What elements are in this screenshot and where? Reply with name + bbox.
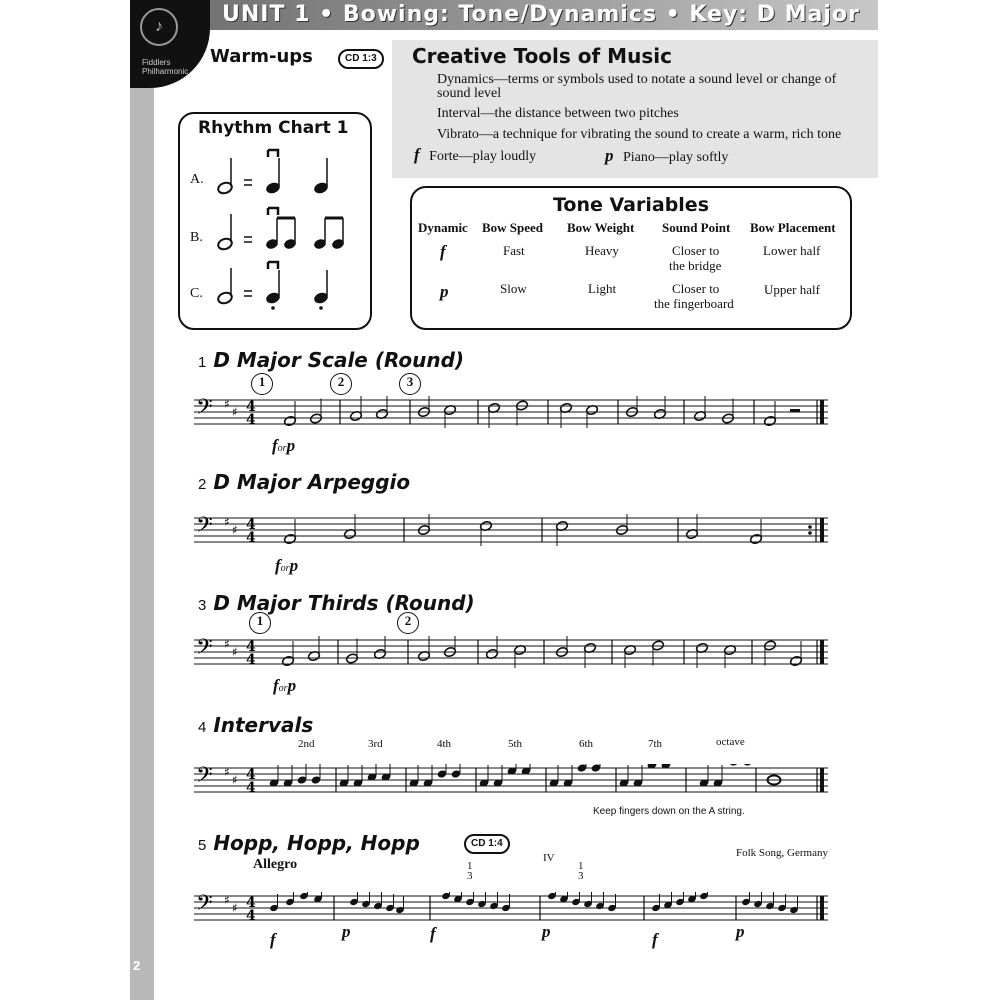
bass-clef-icon: 𝄢	[196, 636, 213, 665]
quarter-note	[729, 764, 740, 767]
time-signature: 4	[246, 767, 256, 783]
dynamics-definition: Dynamics—terms or symbols used to notate a sound level or change of	[437, 72, 837, 87]
sharp-icon: ♯	[224, 515, 230, 529]
tone-row-speed: Fast	[503, 243, 525, 258]
final-barline	[820, 640, 824, 664]
interval-label: 7th	[648, 738, 663, 750]
time-signature: 4	[246, 895, 256, 911]
final-barline	[820, 400, 824, 424]
rhythm-row-label: A.	[190, 172, 204, 187]
tone-row-weight: Light	[588, 281, 617, 296]
dynamic-marking: f	[270, 930, 276, 949]
forte-text: Forte—play loudly	[429, 149, 537, 164]
round-entry-marker: 1	[249, 612, 271, 634]
repeat-barline	[820, 518, 824, 542]
fingering-mark: 3	[578, 870, 584, 882]
tone-row-point: Closer to	[672, 243, 720, 258]
dynamic-marking: f	[652, 930, 658, 949]
interval-label: 3rd	[368, 738, 383, 750]
round-entry-marker: 2	[397, 612, 419, 634]
forte-definition	[414, 145, 536, 165]
music-staff	[194, 892, 828, 924]
dynamic-marking: p	[342, 922, 351, 941]
exercise-title	[198, 831, 420, 855]
fingering-mark: 1	[467, 860, 473, 872]
quarter-note	[647, 764, 658, 770]
time-signature: 4	[246, 780, 256, 796]
exercise-number: 5	[198, 837, 207, 854]
time-signature: 4	[246, 517, 256, 533]
fingering-mark: 3	[467, 870, 473, 882]
exercise-name: D Major Arpeggio	[213, 470, 411, 494]
dynamics-definition-cont: sound level	[437, 86, 502, 101]
sharp-icon: ♯	[232, 523, 238, 537]
music-staff	[194, 636, 828, 668]
exercise-number: 2	[198, 476, 207, 493]
piano-definition	[605, 146, 728, 166]
tone-row-weight: Heavy	[585, 243, 619, 258]
round-entry-marker: 2	[330, 373, 352, 395]
tone-row-dynamic: f	[440, 242, 446, 261]
exercise-name: Intervals	[213, 713, 314, 737]
warmups-heading: Warm-ups	[210, 46, 313, 67]
dynamic-marking: forp	[272, 436, 296, 455]
bass-clef-icon: 𝄢	[196, 396, 213, 425]
tone-header-dynamic: Dynamic	[418, 220, 468, 235]
time-signature: 4	[246, 412, 256, 428]
final-barline	[820, 768, 824, 792]
sharp-icon: ♯	[224, 397, 230, 411]
sharp-icon: ♯	[232, 645, 238, 659]
sharp-icon: ♯	[224, 765, 230, 779]
dynamic-marking: p	[736, 922, 745, 941]
dynamic-marking: f	[430, 924, 436, 943]
rhythm-row-a	[217, 150, 330, 195]
rhythm-chart-title: Rhythm Chart 1	[198, 118, 349, 138]
time-signature: 4	[246, 908, 256, 924]
tone-row-point-cont: the bridge	[669, 258, 722, 273]
interval-label: 5th	[508, 738, 523, 750]
tone-row-point-cont: the fingerboard	[654, 296, 734, 311]
exercise-title	[198, 470, 410, 494]
page-number: 2	[133, 958, 141, 973]
quarter-note	[661, 764, 672, 770]
time-signature: 4	[246, 652, 256, 668]
dynamic-marking: p	[542, 922, 551, 941]
interval-label: octave	[716, 736, 745, 748]
rhythm-row-b	[217, 208, 345, 251]
tone-header-bow-weight: Bow Weight	[567, 220, 635, 235]
rhythm-row-label: B.	[190, 230, 203, 245]
tone-row-speed: Slow	[500, 281, 527, 296]
bass-clef-icon: 𝄢	[196, 892, 213, 921]
exercise-number: 3	[198, 597, 207, 614]
creative-tools-title: Creative Tools of Music	[412, 44, 672, 68]
interval-label: 2nd	[298, 738, 315, 750]
music-staff	[194, 764, 828, 796]
piano-text: Piano—play softly	[623, 150, 729, 165]
time-signature: 4	[246, 530, 256, 546]
sharp-icon: ♯	[232, 405, 238, 419]
music-staff	[194, 396, 828, 428]
quarter-note	[743, 764, 754, 767]
time-signature: 4	[246, 639, 256, 655]
fingering-mark: 1	[578, 860, 584, 872]
tone-variables-title: Tone Variables	[552, 194, 710, 216]
sharp-icon: ♯	[232, 773, 238, 787]
tone-header-bow-placement: Bow Placement	[750, 220, 836, 235]
tone-row-placement: Upper half	[764, 282, 820, 297]
exercise-name: Hopp, Hopp, Hopp	[213, 831, 420, 855]
page-side-strip	[130, 0, 154, 1000]
exercise-title	[198, 348, 464, 372]
tone-row-placement: Lower half	[763, 243, 821, 258]
bass-clef-icon: 𝄢	[196, 764, 213, 793]
interval-label: 6th	[579, 738, 594, 750]
exercise-name: D Major Scale (Round)	[213, 348, 465, 372]
bass-clef-icon: 𝄢	[196, 514, 213, 543]
rhythm-chart-notation	[180, 140, 366, 324]
dynamic-marking: forp	[273, 676, 297, 695]
exercise-title	[198, 713, 313, 737]
exercise-title	[198, 591, 475, 615]
vibrato-definition: Vibrato—a technique for vibrating the sound to create a warm, rich tone	[437, 127, 842, 142]
tempo-marking: Allegro	[253, 857, 298, 872]
interval-label: 4th	[437, 738, 452, 750]
music-staff	[194, 514, 828, 546]
sharp-icon: ♯	[224, 637, 230, 651]
unit-title: UNIT 1 • Bowing: Tone/Dynamics • Key: D Major	[222, 2, 860, 27]
cd-track-badge: CD 1:4	[464, 834, 510, 854]
exercise-name: D Major Thirds (Round)	[213, 591, 475, 615]
song-credit: Folk Song, Germany	[736, 847, 828, 859]
cd-track-badge: CD 1:3	[338, 49, 384, 69]
exercise-number: 1	[198, 354, 207, 371]
rhythm-row-c	[217, 262, 330, 310]
interval-definition: Interval—the distance between two pitches	[437, 106, 679, 121]
logo-emblem-icon: ♪	[140, 8, 178, 46]
rhythm-row-label: C.	[190, 286, 203, 301]
forte-symbol: f	[414, 145, 420, 164]
dynamic-marking: forp	[275, 556, 299, 575]
round-entry-marker: 3	[399, 373, 421, 395]
string-mark: IV	[543, 852, 555, 864]
sharp-icon: ♯	[232, 901, 238, 915]
time-signature: 4	[246, 399, 256, 415]
performance-note: Keep fingers down on the A string.	[593, 806, 745, 817]
logo-text: Fiddlers Philharmonic	[142, 58, 189, 76]
piano-symbol: p	[605, 146, 614, 165]
tone-row-dynamic: p	[440, 282, 449, 301]
half-rest-icon	[790, 409, 800, 412]
tone-header-sound-point: Sound Point	[662, 220, 731, 235]
tone-row-point: Closer to	[672, 281, 720, 296]
round-entry-marker: 1	[251, 373, 273, 395]
final-barline	[820, 896, 824, 920]
exercise-number: 4	[198, 719, 207, 736]
sharp-icon: ♯	[224, 893, 230, 907]
tone-header-bow-speed: Bow Speed	[482, 220, 544, 235]
